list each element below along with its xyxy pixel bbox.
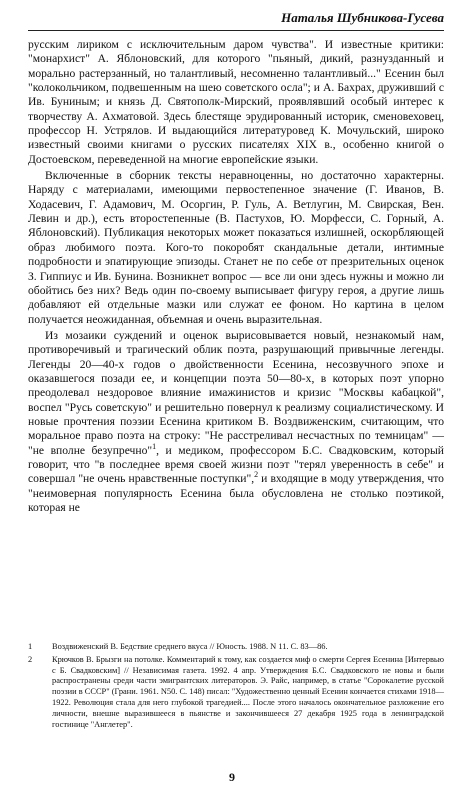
page-number: 9 bbox=[229, 770, 235, 784]
running-head-author: Наталья Шубникова-Гусева bbox=[281, 10, 444, 25]
paragraph-2: Включенные в сборник тексты неравноценны, но достаточно характерны. Наряду с материалами, имеющими первостепенное значение (Г. Иванов, В. Ходасевич, Г. Адамович, М. Осоргин, Р. Гуль, А. Ветлугин, М. Свирская, Вен. Левин и др.), есть второстепенные (В. Пастухов, Ю. Морфесси, С. Горный, А. Яблоновский). Публикация некоторых может показаться излишней, оскорбляющей образ любимого поэта. Кого-то покоробят скандальные детали, интимные подробности и эпатирующие эпизоды. Станет не по себе от презрительных оценок З. Гиппиус и Ив. Бунина. Возникнет вопрос — все ли они здесь нужны и можно ли обойтись без них? Ведь один по-своему выписывает фигуру героя, а другие лишь добавляют ей отдельные мазки или служат ее фоном. Но картина в целом получается неожиданная, объемная и очень выразительная. bbox=[28, 169, 444, 326]
paragraph-3 bbox=[28, 329, 444, 515]
footnote-1 bbox=[28, 642, 444, 653]
paragraph-1: русским лириком с исключительным даром чувства". И известные критики: "монархист" А. Яблоновский, для которого "пьяный, дикий, разнузданный и морально растерзанный, но талантливый, несомненно талантливый..." Есенин был "колокольчиком, подвешенным на шею советского осла"; и А. Бахрах, друживший с Ив. Буниным; и князь Д. Святополк-Мирский, проявлявший особый интерес к творчеству А. Ахматовой. Здесь блестяще эрудированный историк, сменовеховец, профессор Н. Устрялов. И выдающийся литературовед К. Мочульский, широко известный своими книгами о русских писателях XIX в., особенно книгой о Достоевском, переведенной на многие европейские языки. bbox=[28, 38, 444, 166]
footnote-ref-1[interactable]: 1 bbox=[152, 441, 157, 451]
main-text bbox=[28, 38, 444, 515]
paragraph-3-part-1: Из мозаики суждений и оценок вырисовывается новый, незнакомый нам, противоречивый и трагический облик поэта, разрушающий привычные легенды. Легенды 20—40-х годов о двойственности Есенина, несозвучного эпохе и оказавшегося позади ее, и концепции поэта 50—80-х, в которых поэт упорно преодолевал нездоровое влияние имажинистов и кризис "Москвы кабацкой", воспел "Русь советскую" и решительно повернул к реализму социалистическому. И новые прочтения поэзии Есенина критиком В. Воздвиженским, считающим, что моральное право поэта на строку: "Не расстреливал несчастных по темницам" — "не вполне безупречно" bbox=[28, 328, 444, 457]
footnote-number: 2 bbox=[28, 654, 33, 664]
paragraph-3-part-3: и входящие в моду утверждения, что "неимоверная популярность Есенина была обусловлена не столько поэтикой, которая не bbox=[28, 472, 444, 514]
footnote-text: Крючков В. Брызги на потолке. Комментарий к тому, как создается миф о смерти Сергея Есенина [Интервью с Б. Свадковским] // Независимая газета. 1992. 4 апр. Утверждения Б.С. Свадковского не новы и были распространены среди части эмигрантских литераторов. Э. Райс, например, в статье "Сорокалетие русской поэзии в СССР" (Грани. 1961. N50. С. 148) писал: "Художественно ценный Есенин кончается стихами 1918—1922. Революция стала для него глубокой трагедией.... После этого началось окончательное разложение его личности, внешне выразившееся в пьянстве и закончившееся 27 декабря 1925 года в ленинградской гостинице "Англетер". bbox=[52, 654, 444, 729]
header-rule bbox=[28, 30, 444, 31]
paragraph-3-part-2: , и медиком, профессором Б.С. Свадковским, который говорит, что "в последнее время своей жизни поэт "терял уверенность в себе" и совершал "не очень нравственные поступки", bbox=[28, 443, 445, 486]
footnote-number: 1 bbox=[28, 642, 33, 651]
footnote-text: Воздвиженский В. Бедствие среднего вкуса // Юность. 1988. N 11. С. 83—86. bbox=[52, 642, 328, 651]
footnotes bbox=[28, 642, 444, 732]
footnote-ref-2[interactable]: 2 bbox=[254, 470, 259, 480]
footnote-2 bbox=[28, 655, 444, 731]
